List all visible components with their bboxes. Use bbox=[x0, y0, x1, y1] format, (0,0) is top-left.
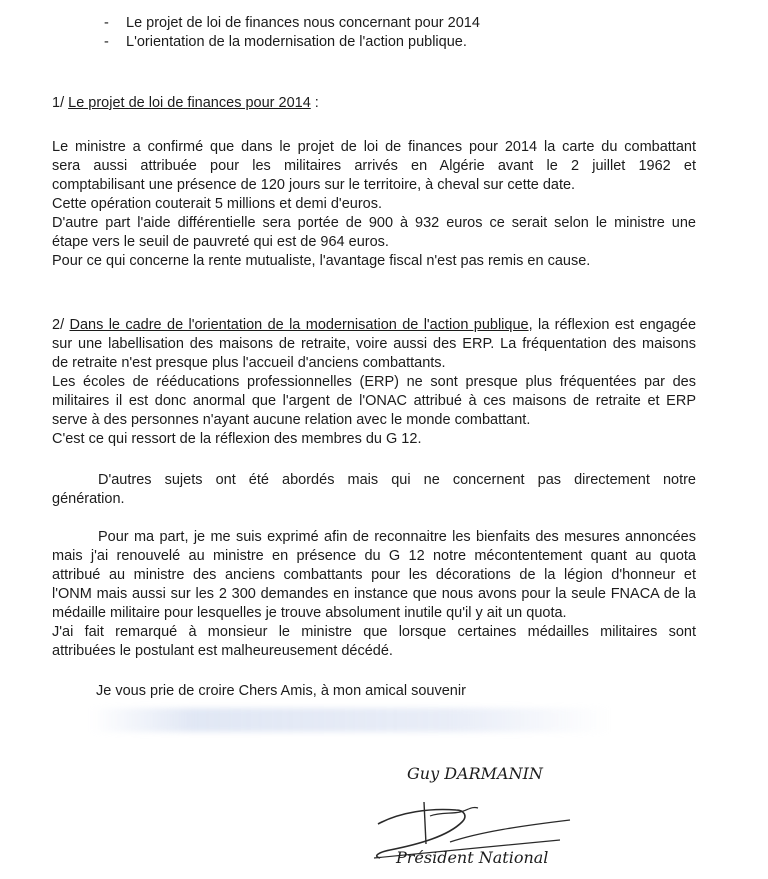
list-item: - Le projet de loi de finances nous concernant pour 2014 bbox=[104, 15, 480, 31]
section2-title: Dans le cadre de l'orientation de la modernisation de l'action publique bbox=[69, 317, 529, 333]
section1-heading: 1/ Le projet de loi de finances pour 2014 : bbox=[52, 95, 319, 111]
section1-title: Le projet de loi de finances pour 2014 bbox=[68, 95, 311, 111]
signatory-title: Président National bbox=[396, 848, 549, 867]
topic-list bbox=[104, 14, 480, 52]
section2-body: 2/ Dans le cadre de l'orientation de la modernisation de l'action publique, la réflexion est engagée sur une labellisation des maisons de retraite, voire aussi des ERP. La fréquentation des maisons de retraite n'est presque plus l'accueil d'anciens combattants. Les écoles de rééducations professionnelles (ERP) ne sont presque plus fréquentées par des militaires il est donc anormal que l'argent de l'ONAC attribué à ces maisons de retraite et ERP serve à des personnes n'ayant aucune relation avec le monde combattant. C'est ce qui ressort de la réflexion des membres du G 12. bbox=[52, 317, 697, 447]
list-item: - L'orientation de la modernisation de l'action publique. bbox=[104, 34, 467, 50]
paragraph-personal-statement: Pour ma part, je me suis exprimé afin de reconnaitre les bienfaits des mesures annoncées mais j'ai renouvelé au ministre en présence du G 12 notre mécontentement quant au quota attribué au ministre des anciens combattants pour les décorations de la légion d'honneur et l'ONM mais aussi sur les 2 300 demandes en instance que nous avons pour la seule FNACA de la médaille militaire pour lesquelles je trouve absolument inutile qu'il y ait un quota. J'ai fait remarqué à monsieur le ministre que lorsque certaines médailles militaires sont attribuées le postulant est malheureusement décédé. bbox=[52, 529, 696, 659]
section1-body: Le ministre a confirmé que dans le projet de loi de finances pour 2014 la carte du combattant sera aussi attribuée pour les militaires arrivés en Algérie avant le 2 juillet 1962 et comptabilisant une présence de 120 jours sur le territoire, à cheval sur cette date. Cette opération couterait 5 millions et demi d'euros. D'autre part l'aide différentielle sera portée de 900 à 932 euros ce serait selon le ministre une étape vers le seuil de pauvreté qui est de 964 euros. Pour ce qui concerne la rente mutualiste, l'avantage fiscal n'est pas remis en cause. bbox=[52, 139, 696, 269]
signatory-name: Guy DARMANIN bbox=[407, 764, 543, 783]
closing-line: Je vous prie de croire Chers Amis, à mon amical souvenir bbox=[96, 683, 466, 699]
scan-smudge bbox=[90, 708, 610, 732]
paragraph-other-topics: D'autres sujets ont été abordés mais qui ne concernent pas directement notre génération. bbox=[52, 472, 696, 507]
